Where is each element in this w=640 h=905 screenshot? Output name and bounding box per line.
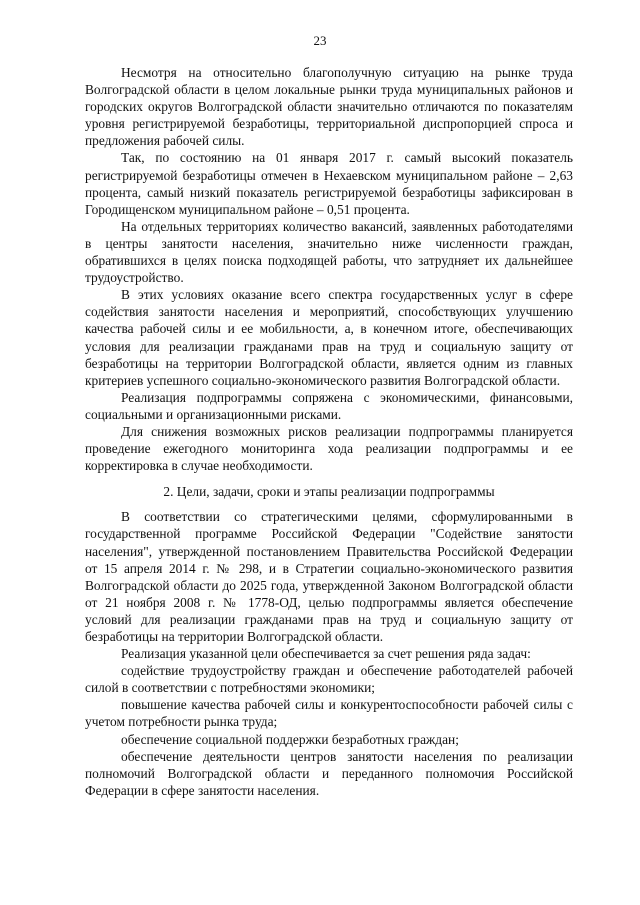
task-item-employment: содействие трудоустройству граждан и обеспечение работодателей рабочей силой в соответствии с потребностями экономики; [85, 663, 573, 696]
paragraph-risk-mitigation: Для снижения возможных рисков реализации подпрограммы планируется проведение ежегодного мониторинга хода реализации подпрограммы и ее корректировка в случае необходимости. [85, 423, 573, 474]
paragraph-vacancies: На отдельных территориях количество вакансий, заявленных работодателями в центры занятости населения, значительно ниже численности граждан, обратившихся в целях поиска подходящей работы, что затрудняет их дальнейшее трудоустройство. [85, 218, 573, 286]
document-body [85, 64, 573, 799]
paragraph-tasks-intro: Реализация указанной цели обеспечивается за счет решения ряда задач: [121, 646, 531, 662]
task-item-employment-centers: обеспечение деятельности центров занятости населения по реализации полномочий Волгоградской области и переданного полномочия Российской Федерации в сфере занятости населения. [85, 748, 573, 798]
paragraph-state-services: В этих условиях оказание всего спектра государственных услуг в сфере содействия занятости населения и мероприятий, способствующих улучшению качества рабочей силы и ее мобильности, а, в конечном итоге, обеспечивающих условия для реализации гражданами прав на труд и социальную защиту от безработицы на территории Волгоградской области, является одним из главных критериев успешного социально-экономического развития Волгоградской области. [85, 287, 573, 388]
task-item-workforce-quality: повышение качества рабочей силы и конкурентоспособности рабочей силы с учетом потребности рынка труда; [85, 697, 573, 730]
paragraph-strategic-goals: В соответствии со стратегическими целями, сформулированными в государственной программе Российской Федерации "Содействие занятости населения", утвержденной постановлением Правительства Российской Федерации от 15 апреля 2014 г. № 298, и в Стратегии социально-экономического развития Волгоградской области до 2025 года, утвержденной Законом Волгоградской области от 21 ноября 2008 г. № 1778-ОД, целью подпрограммы является обеспечение условий для реализации гражданами прав на труд и социальную защиту от безработицы на территории Волгоградской области. [85, 509, 573, 644]
section-heading: 2. Цели, задачи, сроки и этапы реализации подпрограммы [163, 484, 495, 500]
paragraph-unemployment-rates: Так, по состоянию на 01 января 2017 г. самый высокий показатель регистрируемой безработицы отмечен в Нехаевском муниципальном районе – 2,63 процента, самый низкий показатель регистрируемой безработицы зафиксирован в Городищенском муниципальном районе – 0,51 процента. [85, 150, 573, 217]
paragraph-risks: Реализация подпрограммы сопряжена с экономическими, финансовыми, социальными и организационными рисками. [85, 389, 573, 422]
task-item-social-support: обеспечение социальной поддержки безработных граждан; [121, 731, 459, 747]
page-number: 23 [313, 33, 327, 48]
paragraph-labor-market: Несмотря на относительно благополучную ситуацию на рынке труда Волгоградской области в целом локальные рынки труда муниципальных районов и городских округов Волгоградской области значительно отличаются по показателям уровня регистрируемой безработицы, территориальной диспропорцией спроса и предложения рабочей силы. [85, 65, 573, 149]
